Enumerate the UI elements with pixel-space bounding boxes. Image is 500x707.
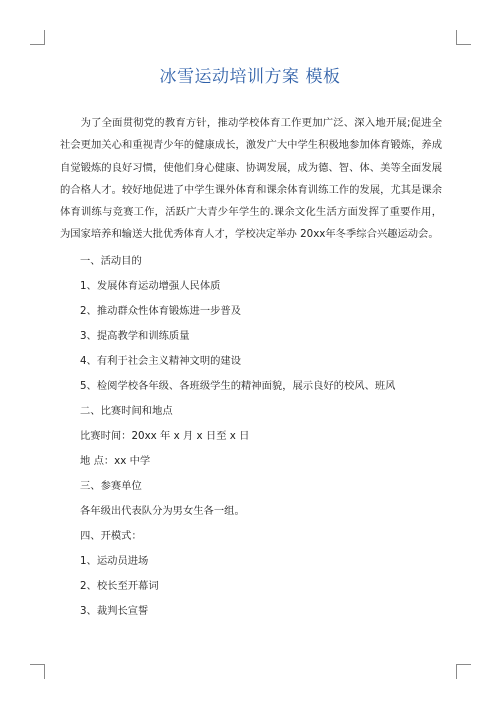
list-item: 地 点：xx 中学 [80,454,151,467]
list-item: 5、检阅学校各年级、各班级学生的精神面貌，展示良好的校风、班风 [80,379,396,392]
crop-mark-bottom-right [456,664,471,679]
crop-mark-top-left [30,30,45,45]
list-item: 1、发展体育运动增强人民体质 [80,279,221,292]
crop-mark-top-right [456,30,471,45]
list-item: 2、校长至开幕词 [80,579,159,592]
section-heading-participants: 三、参赛单位 [80,479,142,492]
section-heading-purpose: 一、活动目的 [80,254,142,267]
document-title: 冰雪运动培训方案 模板 [159,67,341,87]
crop-mark-bottom-left [30,664,45,679]
list-item: 3、裁判长宣誓 [80,604,149,617]
list-item: 1、运动员进场 [80,554,149,567]
list-item: 2、推动群众性体育锻炼进一步普及 [80,304,242,317]
intro-paragraph: 为了全面贯彻党的教育方针，推动学校体育工作更加广泛、深入地开展;促进全社会更加关心和重视青少年的健康成长，激发广大中学生积极地参加体育锻炼，养成自觉锻炼的良好习惯，使他们身心健康、协调发展，成为德、智、体、美等全面发展的合格人才。较好地促进了中学生课外体育和课余体育训练工作的发展，尤其是课余体育训练与竞赛工作，活跃广大青少年学生的.课余文化生活方面发挥了重要作用，为国家培养和输送大批优秀体育人才，学校决定举办 20xx年冬季综合兴趣运动会。 [60,117,442,241]
list-item: 4、有利于社会主义精神文明的建设 [80,354,242,367]
list-item: 各年级出代表队分为男女生各一组。 [80,504,245,517]
section-heading-time-place: 二、比赛时间和地点 [80,404,173,417]
section-heading-opening: 四、开模式： [80,529,142,542]
list-item: 3、提高教学和训练质量 [80,329,190,342]
list-item: 比赛时间：20xx 年 x 月 x 日至 x 日 [80,429,250,442]
document-body [60,112,442,624]
